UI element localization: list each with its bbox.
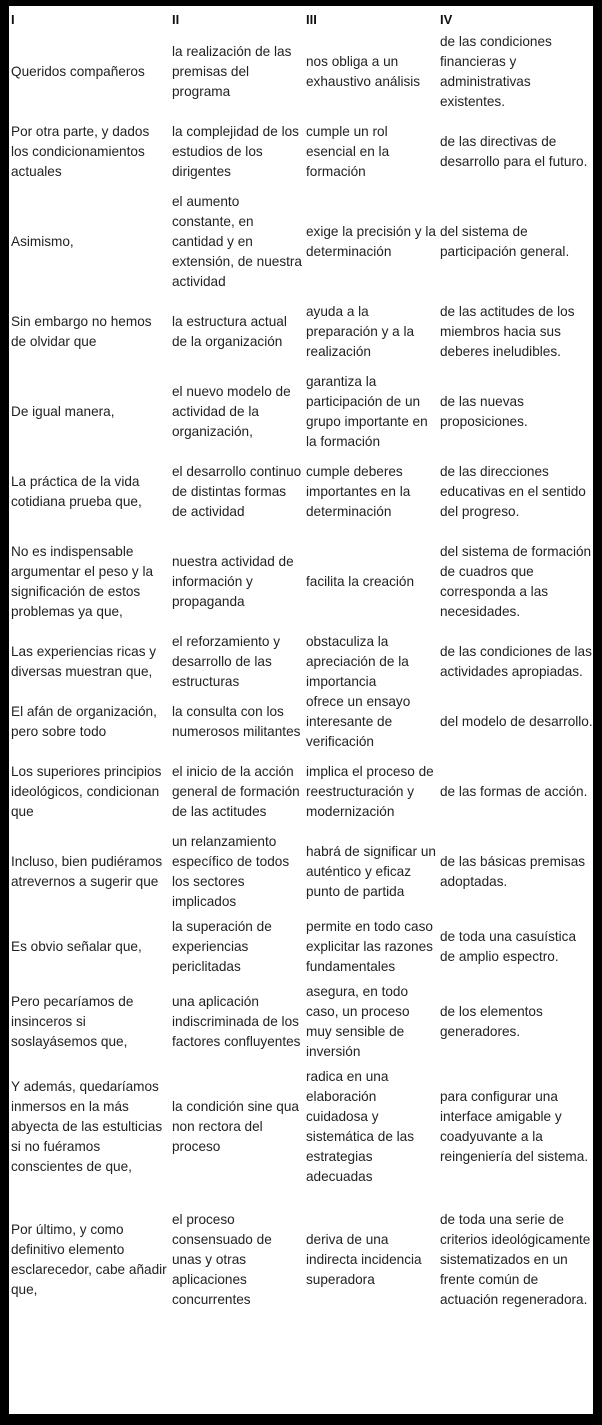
table-cell-col-2: la superación de experiencias periclitadas bbox=[172, 919, 272, 974]
table-cell-col-4: de las básicas premisas adoptadas. bbox=[440, 854, 586, 889]
table-row bbox=[9, 192, 593, 292]
header-row bbox=[9, 6, 593, 32]
table-cell-col-2: el aumento constante, en cantidad y en extensión, de nuestra actividad bbox=[172, 194, 302, 289]
table-cell-col-3: deriva de una indirecta incidencia superadora bbox=[306, 1232, 422, 1287]
table-cell-col-3: ofrece un ensayo interesante de verificación bbox=[306, 694, 411, 749]
table-cell-col-2: la estructura actual de la organización bbox=[172, 314, 287, 349]
table-row bbox=[9, 532, 593, 632]
table-cell-col-2: el nuevo modelo de actividad de la organización, bbox=[172, 384, 291, 439]
table-cell-col-3: cumple deberes importantes en la determinación bbox=[306, 464, 411, 519]
table-cell-col-1: Por otra parte, y dados los condicionamientos actuales bbox=[11, 124, 150, 179]
table-cell-col-2: nuestra actividad de información y propaganda bbox=[172, 554, 294, 609]
table-row bbox=[9, 32, 593, 112]
table-cell-col-4: de las condiciones de las actividades apropiadas. bbox=[440, 644, 592, 679]
table-cell-col-3: facilita la creación bbox=[306, 574, 415, 589]
table-row bbox=[9, 832, 593, 912]
table-row bbox=[9, 292, 593, 372]
table-cell-col-1: Incluso, bien pudiéramos atrevernos a sugerir que bbox=[11, 854, 163, 889]
table-cell-col-4: de las formas de acción. bbox=[440, 784, 588, 799]
table-row bbox=[9, 112, 593, 192]
table-cell-col-1: La práctica de la vida cotidiana prueba que, bbox=[11, 474, 142, 509]
column-header-4: IV bbox=[440, 12, 453, 27]
table-cell-col-1: El afán de organización, pero sobre todo bbox=[11, 704, 157, 739]
table-row bbox=[9, 692, 593, 752]
table-row bbox=[9, 1192, 593, 1328]
table-cell-col-2: la complejidad de los estudios de los dirigentes bbox=[172, 124, 299, 179]
table-cell-col-2: el proceso consensuado de unas y otras aplicaciones concurrentes bbox=[172, 1212, 272, 1307]
table-cell-col-3: permite en todo caso explicitar las razones fundamentales bbox=[306, 919, 433, 974]
table-cell-col-1: Los superiores principios ideológicos, condicionan que bbox=[11, 764, 162, 819]
table-cell-col-4: de las directivas de desarrollo para el futuro. bbox=[440, 134, 588, 169]
table-cell-col-2: la consulta con los numerosos militantes bbox=[172, 704, 301, 739]
table-cell-col-3: nos obliga a un exhaustivo análisis bbox=[306, 54, 421, 89]
table-cell-col-1: Las experiencias ricas y diversas muestran que, bbox=[11, 644, 157, 679]
table-cell-col-1: Asimismo, bbox=[11, 234, 74, 249]
table-cell-col-2: la realización de las premisas del programa bbox=[172, 44, 292, 99]
table-cell-col-3: asegura, en todo caso, un proceso muy sensible de inversión bbox=[306, 984, 410, 1059]
table-row bbox=[9, 632, 593, 692]
table-cell-col-2: el desarrollo continuo de distintas formas de actividad bbox=[172, 464, 302, 519]
table-cell-col-4: del modelo de desarrollo. bbox=[440, 714, 593, 729]
table-cell-col-1: Por último, y como definitivo elemento esclarecedor, cabe añadir que, bbox=[11, 1222, 167, 1297]
table-cell-col-4: del sistema de participación general. bbox=[440, 224, 570, 259]
table-cell-col-3: habrá de significar un auténtico y eficaz punto de partida bbox=[306, 844, 436, 899]
table-cell-col-3: exige la precisión y la determinación bbox=[306, 224, 436, 259]
column-header-2: II bbox=[172, 12, 180, 27]
table-cell-col-3: garantiza la participación de un grupo importante en la formación bbox=[306, 374, 428, 449]
table-row bbox=[9, 452, 593, 532]
table-cell-col-2: una aplicación indiscriminada de los factores confluyentes bbox=[172, 994, 301, 1049]
table-cell-col-4: de las nuevas proposiciones. bbox=[440, 394, 528, 429]
table-cell-col-1: Es obvio señalar que, bbox=[11, 939, 142, 954]
table-cell-col-2: el reforzamiento y desarrollo de las estructuras bbox=[172, 634, 281, 689]
table-row bbox=[9, 912, 593, 982]
table-cell-col-3: implica el proceso de reestructuración y modernización bbox=[306, 764, 434, 819]
table-cell-col-1: Y además, quedaríamos inmersos en la más abyecta de las estulticias si no fuéramos conscientes de que, bbox=[11, 1079, 163, 1174]
table-cell-col-3: obstaculiza la apreciación de la importancia bbox=[306, 634, 409, 689]
table-row bbox=[9, 982, 593, 1062]
table-row bbox=[9, 752, 593, 832]
phrase-table bbox=[9, 6, 593, 1328]
table-cell-col-4: de toda una serie de criterios ideológicamente sistematizados en un frente común de actuación regeneradora. bbox=[440, 1212, 591, 1307]
table-cell-col-1: Pero pecaríamos de insinceros si soslayásemos que, bbox=[11, 994, 134, 1049]
table-cell-col-1: No es indispensable argumentar el peso y la significación de estos problemas ya que, bbox=[11, 544, 154, 619]
table-cell-col-3: ayuda a la preparación y a la realización bbox=[306, 304, 415, 359]
table-cell-col-1: Sin embargo no hemos de olvidar que bbox=[11, 314, 152, 349]
table-cell-col-4: del sistema de formación de cuadros que corresponda a las necesidades. bbox=[440, 544, 592, 619]
table-row bbox=[9, 372, 593, 452]
table-cell-col-4: de las actitudes de los miembros hacia sus deberes ineludibles. bbox=[440, 304, 575, 359]
table-cell-col-2: la condición sine qua non rectora del proceso bbox=[172, 1099, 299, 1154]
table-cell-col-2: el inicio de la acción general de formación de las actitudes bbox=[172, 764, 300, 819]
table-cell-col-4: de los elementos generadores. bbox=[440, 1004, 543, 1039]
table-cell-col-4: para configurar una interface amigable y coadyuvante a la reingeniería del sistema. bbox=[440, 1089, 589, 1164]
table-cell-col-4: de las condiciones financieras y administrativas existentes. bbox=[440, 34, 552, 109]
column-header-3: III bbox=[306, 12, 317, 27]
table-cell-col-3: cumple un rol esencial en la formación bbox=[306, 124, 390, 179]
table-cell-col-3: radica en una elaboración cuidadosa y sistemática de las estrategias adecuadas bbox=[306, 1069, 415, 1184]
table-cell-col-1: Queridos compañeros bbox=[11, 64, 145, 79]
table-cell-col-2: un relanzamiento específico de todos los sectores implicados bbox=[172, 834, 290, 909]
table-row bbox=[9, 1062, 593, 1192]
table-cell-col-1: De igual manera, bbox=[11, 404, 115, 419]
table-cell-col-4: de toda una casuística de amplio espectro. bbox=[440, 929, 577, 964]
document-frame bbox=[9, 6, 593, 1414]
column-header-1: I bbox=[11, 12, 15, 27]
table-cell-col-4: de las direcciones educativas en el sentido del progreso. bbox=[440, 464, 586, 519]
